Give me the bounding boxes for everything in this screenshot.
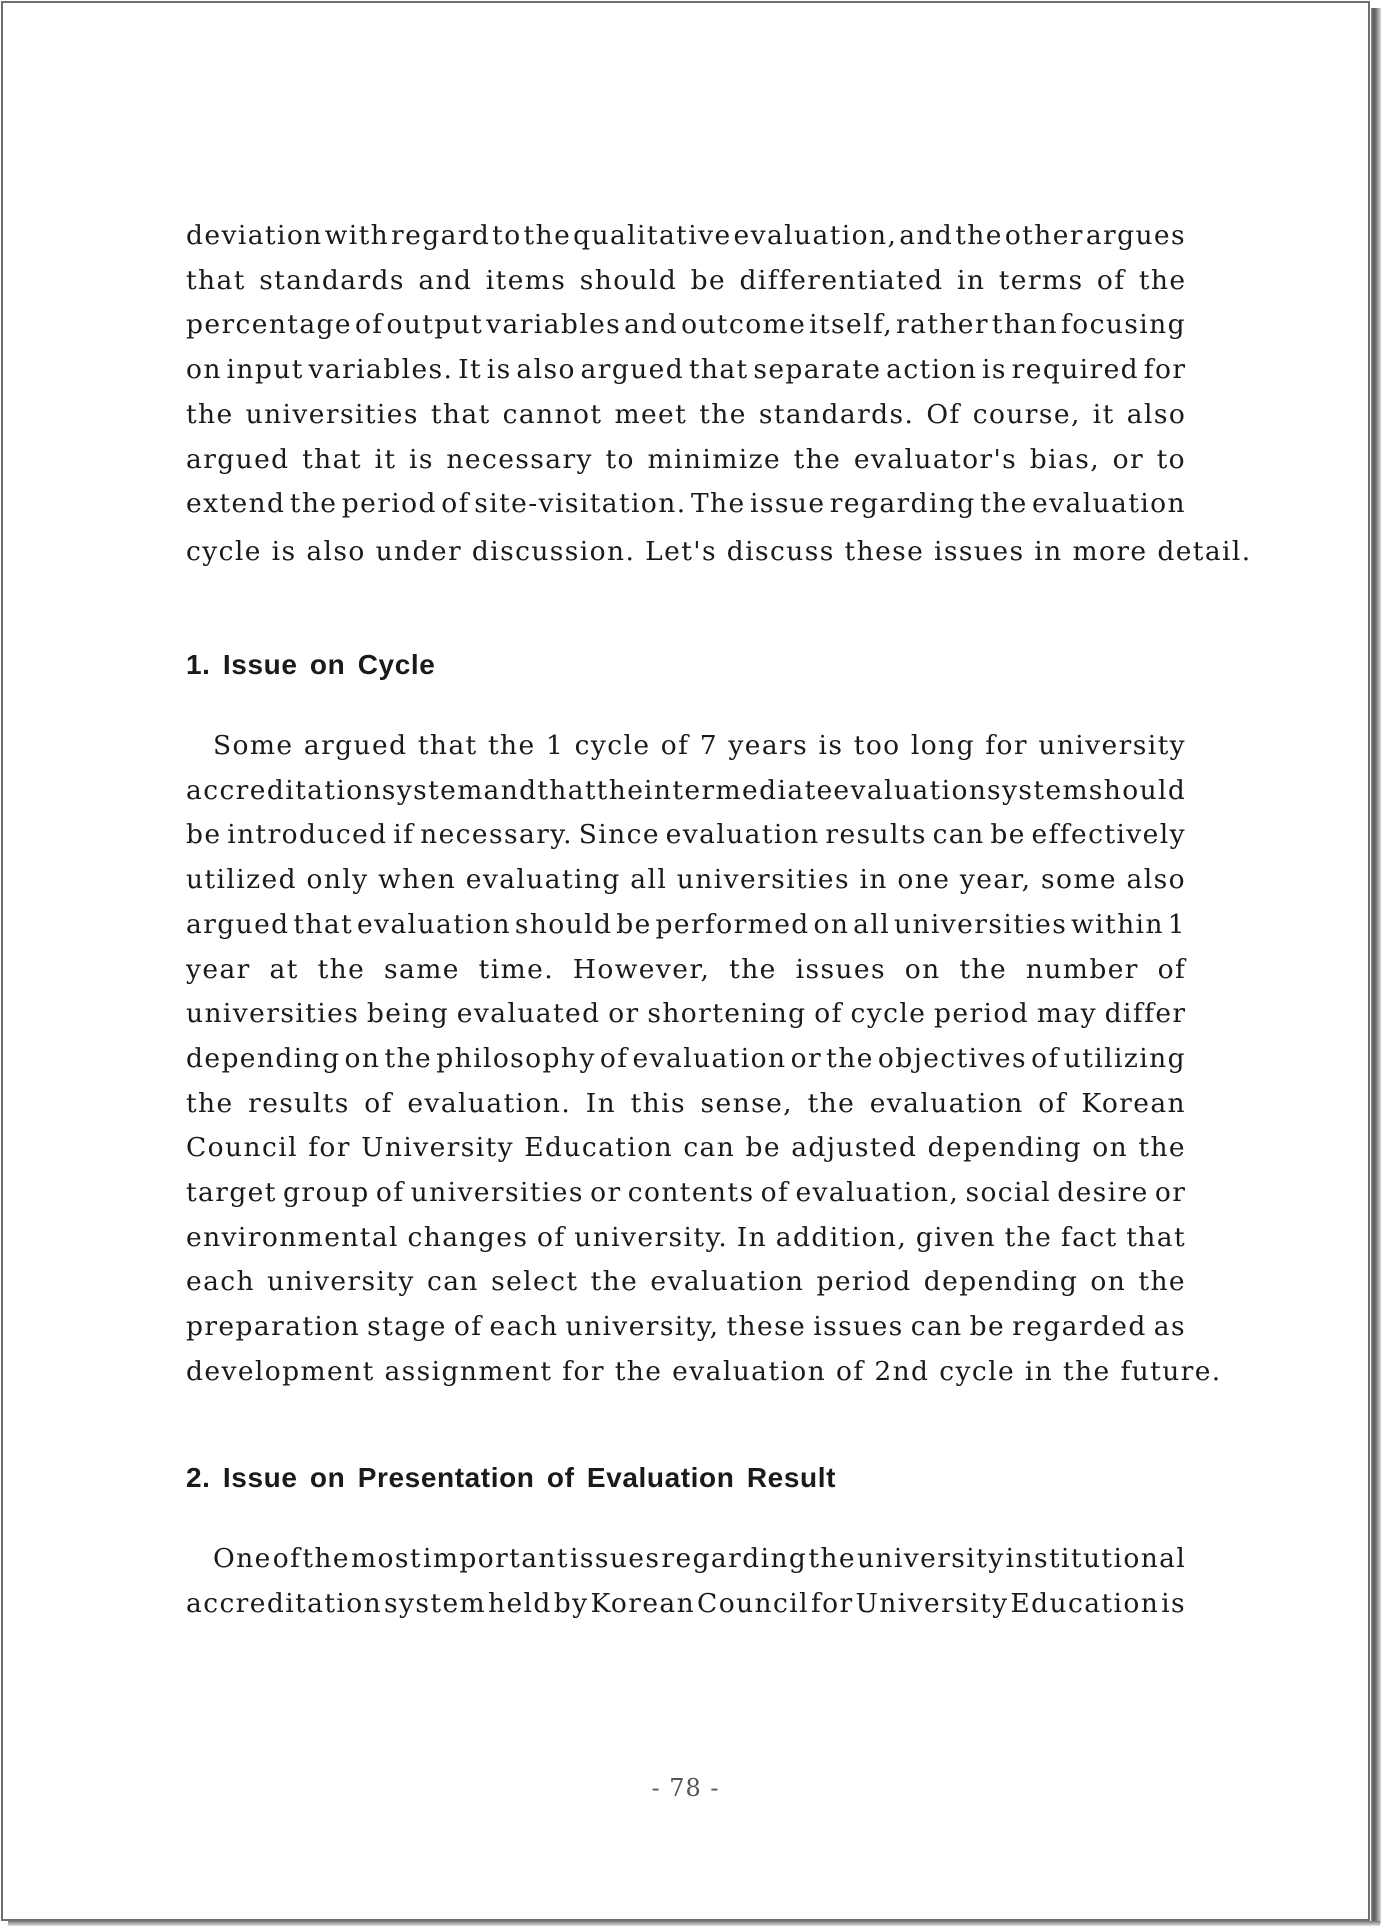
text-line: Some argued that the 1 cycle of 7 years is too long for university — [213, 730, 1186, 761]
section-heading-presentation: 2. Issue on Presentation of Evaluation Result — [186, 1462, 837, 1493]
text-line: development assignment for the evaluation of 2nd cycle in the future. — [186, 1355, 1222, 1387]
section-heading-cycle: 1. Issue on Cycle — [186, 649, 436, 680]
text-line: the universities that cannot meet the standards. Of course, it also — [186, 398, 1187, 430]
text-line: percentage of output variables and outcome itself, rather than focusing — [186, 309, 1186, 341]
text-line: utilized only when evaluating all universities in one year, some also — [186, 864, 1186, 896]
text-line: cycle is also under discussion. Let's discuss these issues in more detail. — [186, 535, 1252, 567]
text-line: argued that evaluation should be performed on all universities within 1 — [186, 908, 1186, 940]
text-line: universities being evaluated or shortening of cycle period may differ — [186, 998, 1187, 1030]
text-line: on input variables. It is also argued that separate action is required for — [186, 354, 1187, 386]
text-line: target group of universities or contents of evaluation, social desire or — [186, 1177, 1187, 1209]
text-line: accreditation system held by Korean Council for University Education is — [186, 1587, 1186, 1619]
text-line: the results of evaluation. In this sense, the evaluation of Korean — [186, 1087, 1186, 1119]
text-line: Council for University Education can be adjusted depending on the — [186, 1132, 1186, 1164]
section-cycle-paragraph — [186, 724, 1222, 1395]
text-line: environmental changes of university. In addition, given the fact that — [186, 1221, 1186, 1253]
text-line: One of the most important issues regarding the university institutional — [213, 1543, 1187, 1574]
text-line: accreditation system and that the intermediate evaluation system should — [186, 774, 1187, 806]
text-line: each university can select the evaluation period depending on the — [186, 1266, 1186, 1298]
section-presentation-paragraph — [186, 1537, 1186, 1626]
intro-paragraph — [186, 214, 1252, 575]
text-line: preparation stage of each university, these issues can be regarded as — [186, 1311, 1186, 1343]
text-line: argued that it is necessary to minimize the evaluator's bias, or to — [186, 443, 1186, 475]
text-line: deviation with regard to the qualitative evaluation, and the other argues — [186, 220, 1186, 251]
page-number: - 78 - — [651, 1774, 720, 1802]
text-line: extend the period of site-visitation. The issue regarding the evaluation — [186, 488, 1186, 520]
text-line: that standards and items should be differentiated in terms of the — [186, 264, 1187, 296]
text-line: year at the same time. However, the issues on the number of — [186, 953, 1187, 985]
page-shadow-right — [1371, 8, 1381, 1924]
text-line: be introduced if necessary. Since evaluation results can be effectively — [186, 819, 1186, 851]
page-shadow-bottom — [8, 1921, 1380, 1926]
text-line: depending on the philosophy of evaluation or the objectives of utilizing — [186, 1042, 1186, 1074]
